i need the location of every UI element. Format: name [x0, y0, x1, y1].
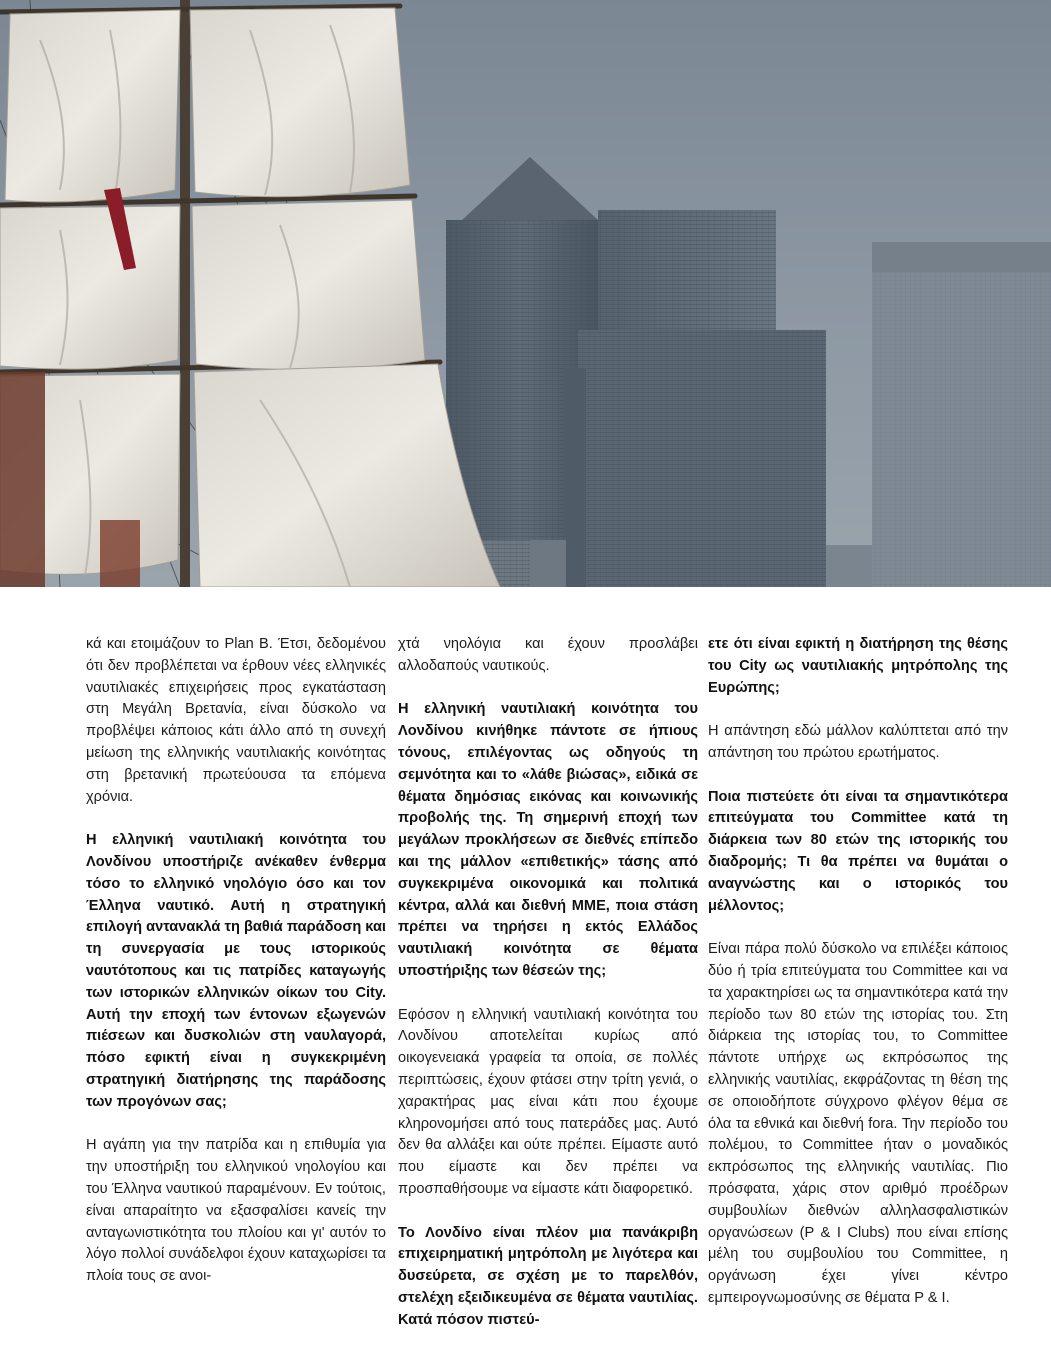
body-paragraph: Η απάντηση εδώ μάλλον καλύπτεται από την απάντηση του πρώτου ερωτήματος. [708, 723, 1008, 761]
interview-question: Η ελληνική ναυτιλιακή κοινότητα του Λονδίνου κινήθηκε πάντοτε σε ήπιους τόνους, επιλέγοντας ως οδηγούς τη σεμνότητα και το «λάθε βιώσας», ειδικά σε θέματα δημόσιας εικόνας και κοινωνικής προβολής της. Τη σημερινή εποχή των μεγάλων προκλήσεων σε διεθνές επίπεδο και της μάλλον «επιθετικής» τάσης από συγκεκριμένα οικονομικά και πολιτικά κέντρα, αλλά και διεθνή ΜΜΕ, ποια στάση πρέπει να τηρήσει η εκτός Ελλάδος ναυτιλιακή κοινότητα σε θέματα υποστήριξης των θέσεών της; [398, 701, 698, 979]
header-photo [0, 0, 1051, 587]
photo-illustration [0, 0, 1051, 587]
article-column-2 [398, 634, 698, 1353]
interview-question: Η ελληνική ναυτιλιακή κοινότητα του Λονδίνου υποστήριζε ανέκαθεν ένθερμα τόσο το ελληνικό νηολόγιο όσο και τον Έλληνα ναυτικό. Αυτή η στρατηγική επιλογή αντανακλά τη βαθιά παράδοση και τη συνεργασία με τους ιστορικούς ναυτότοπους και τις πατρίδες καταγωγής των ιστορικών ελληνικών οίκων του City. Αυτή την εποχή των έντονων εξωγενών πιέσεων και δυσκολιών στη ναυλαγορά, πόσο εφικτή είναι η συγκεκριμένη στρατηγική διατήρησης της παράδοσης των προγόνων σας; [86, 832, 386, 1110]
body-paragraph: κά και ετοιμάζουν το Plan B. Έτσι, δεδομένου ότι δεν προβλέπεται να έρθουν νέες ελληνικές ναυτιλιακές επιχειρήσεις προς εγκατάσταση στη Μεγάλη Βρετανία, είναι δύσκολο να προβλέψει κάποιος κάτι άλλο από τη συνεχή μείωση της ελληνικής ναυτιλιακής κοινότητας στη βρετανική πρωτεύουσα τα επόμενα χρόνια. [86, 636, 386, 805]
body-paragraph: Η αγάπη για την πατρίδα και η επιθυμία για την υποστήριξη του ελληνικού νηολογίου και του Έλληνα ναυτικού παραμένουν. Εν τούτοις, είναι απαραίτητο να εξασφαλίσει κανείς την ανταγωνιστικότητα του πλοίου και γι' αυτόν το λόγο πολλοί συνάδελφοι έχουν καταχωρίσει τα πλοία τους σε ανοι- [86, 1137, 386, 1285]
interview-question: Το Λονδίνο είναι πλέον μια πανάκριβη επιχειρηματική μητρόπολη με λιγότερα και δυσεύρετα, σε σχέση με το παρελθόν, στελέχη εξειδικευμένα σε θέματα ναυτιλίας. Κατά πόσον πιστεύ- [398, 1224, 698, 1328]
interview-question: ετε ότι είναι εφικτή η διατήρηση της θέσης του City ως ναυτιλιακής μητρόπολης της Ευρώπης; [708, 636, 1008, 696]
body-paragraph: Εφόσον η ελληνική ναυτιλιακή κοινότητα του Λονδίνου αποτελείται κυρίως από οικογενειακά γραφεία τα οποία, σε πολλές περιπτώσεις, έχουν φτάσει στην τρίτη γενιά, ο χαρακτήρας μας είναι κάτι που έχουμε κληρονομήσει από τους πατεράδες μας. Αυτό δεν θα αλλάξει και ούτε πρέπει. Είμαστε αυτό που είμαστε και δεν πρέπει να προσπαθήσουμε να είμαστε κάτι διαφορετικό. [398, 1006, 698, 1197]
body-paragraph: χτά νηολόγια και έχουν προσλάβει αλλοδαπούς ναυτικούς. [398, 636, 698, 674]
interview-question: Ποια πιστεύετε ότι είναι τα σημαντικότερα επιτεύγματα του Committee κατά τη διάρκεια των 80 ετών της ιστορικής του διαδρομής; Τι θα πρέπει να θυμάται ο αναγνώστης και ο ιστορικός του μέλλοντος; [708, 788, 1008, 914]
article-column-1 [86, 634, 386, 1310]
body-paragraph: Είναι πάρα πολύ δύσκολο να επιλέξει κάποιος δύο ή τρία επιτεύγματα του Committee και να τα χαρακτηρίσει ως τα σημαντικότερα κατά την περίοδο των 80 ετών της ιστορίας του. Στη διάρκεια της ιστορίας του, το Committee πάντοτε υπήρχε ως εκπρόσωπος της ελληνικής ναυτιλίας, εκφράζοντας τη θέση της σε οποιοδήποτε σύγχρονο φλέγον θέμα σε όλα τα εθνικά και διεθνή fora. Την περίοδο του πολέμου, το Committee ήταν ο μοναδικός εκπρόσωπος της ελληνικής ναυτιλίας. Πιο πρόσφατα, χάρις στον αριθμό προέδρων συμβουλίων διεθνών αλληλασφαλιστικών οργανώσεων (P & I Clubs) που είναι επίσης μέλη του συμβουλίου του Committee, η οργάνωση έχει γίνει κέντρο εμπειρογνωμοσύνης σε θέματα P & I. [708, 941, 1008, 1306]
article-column-3 [708, 634, 1008, 1332]
